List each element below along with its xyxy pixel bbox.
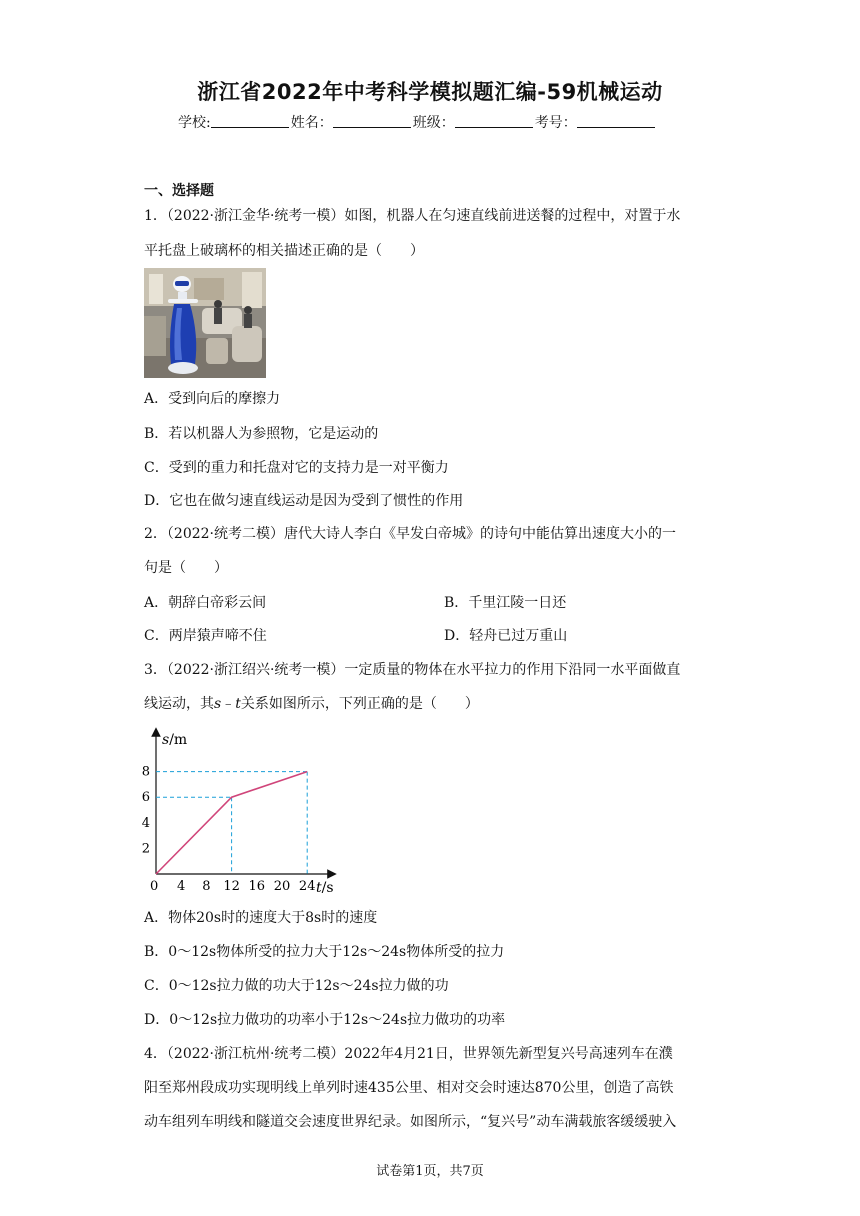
exam-no-blank [577,113,655,128]
q3-stem-line1: 3．（2022·浙江绍兴·统考一模）一定质量的物体在水平拉力的作用下沿同一水平面做直 [144,662,681,678]
st-series-line [156,772,307,874]
x-tick-label: 20 [273,879,291,894]
x-tick-label: 4 [177,879,186,894]
name-label: 姓名： [290,115,333,131]
q1-stem-line1: 1．（2022·浙江金华·统考一模）如图，机器人在匀速直线前进送餐的过程中，对置于水 [144,208,681,224]
q3-option-a: A．物体20s时的速度大于8s时的速度 [144,910,378,926]
y-tick-label: 6 [141,790,150,806]
q4-stem-line1: 4．（2022·浙江杭州·统考二模）2022年4月21日，世界领先新型复兴号高速列车在濮 [144,1046,673,1062]
q1-option-a: A．受到向后的摩擦力 [144,391,281,407]
q3-option-d: D．0～12s拉力做功的功率小于12s～24s拉力做功的功率 [144,1012,506,1028]
y-axis-label: s/m [162,732,188,748]
q4-stem-line2: 阳至郑州段成功实现明线上单列时速435公里、相对交会时速达870公里，创造了高铁 [144,1080,674,1096]
x-axis-label: t/s [316,880,334,896]
q3-stem-post: 关系如图所示，下列正确的是（ ） [240,696,479,712]
origin-label: 0 [150,879,159,894]
y-tick-label: 2 [141,841,150,857]
x-tick-label: 12 [223,879,240,894]
q3-stem-s: s [214,696,222,712]
y-tick-label: 4 [141,815,150,831]
school-blank [211,113,289,128]
x-tick-label: 24 [298,879,316,894]
q2-option-b: B．千里江陵一日还 [444,595,567,611]
section-heading: 一、选择题 [144,183,214,199]
q2-option-a: A．朝辞白帝彩云间 [144,595,267,611]
q3-option-c: C．0～12s拉力做的功大于12s～24s拉力做的功 [144,978,449,994]
y-tick-label: 8 [141,764,150,780]
q3-stem-dash: ﹣ [221,696,236,712]
student-info-line [178,112,657,132]
robot-photo [144,268,266,378]
class-label: 班级： [412,115,455,131]
x-tick-label: 16 [248,879,266,894]
class-blank [455,113,533,128]
st-graph [140,724,350,900]
q2-option-c: C．两岸猿声啼不住 [144,628,267,644]
x-tick-label: 8 [202,879,211,894]
q3-stem-line2 [144,693,479,713]
q1-stem-line2: 平托盘上破璃杯的相关描述正确的是（ ） [144,243,424,259]
q2-stem-line2: 句是（ ） [144,560,228,576]
name-blank [333,113,411,128]
exam-no-label: 考号： [534,115,577,131]
q1-option-c: C．受到的重力和托盘对它的支持力是一对平衡力 [144,460,449,476]
q3-stem-pre: 线运动，其 [144,696,214,712]
school-label: 学校: [178,115,211,131]
q4-stem-line3: 动车组列车明线和隧道交会速度世界纪录。如图所示，“复兴号”动车满载旅客缓缓驶入 [144,1114,677,1130]
page-footer: 试卷第1页，共7页 [376,1164,484,1179]
q2-option-d: D．轻舟已过万重山 [444,628,568,644]
page-title: 浙江省2022年中考科学模拟题汇编-59机械运动 [197,80,663,104]
q3-option-b: B．0～12s物体所受的拉力大于12s～24s物体所受的拉力 [144,944,505,960]
q2-stem-line1: 2．（2022·统考二模）唐代大诗人李白《早发白帝城》的诗句中能估算出速度大小的一 [144,526,676,542]
q1-option-b: B．若以机器人为参照物，它是运动的 [144,426,379,442]
q1-option-d: D．它也在做匀速直线运动是因为受到了惯性的作用 [144,493,464,509]
q3-stem-t: t [235,696,241,712]
